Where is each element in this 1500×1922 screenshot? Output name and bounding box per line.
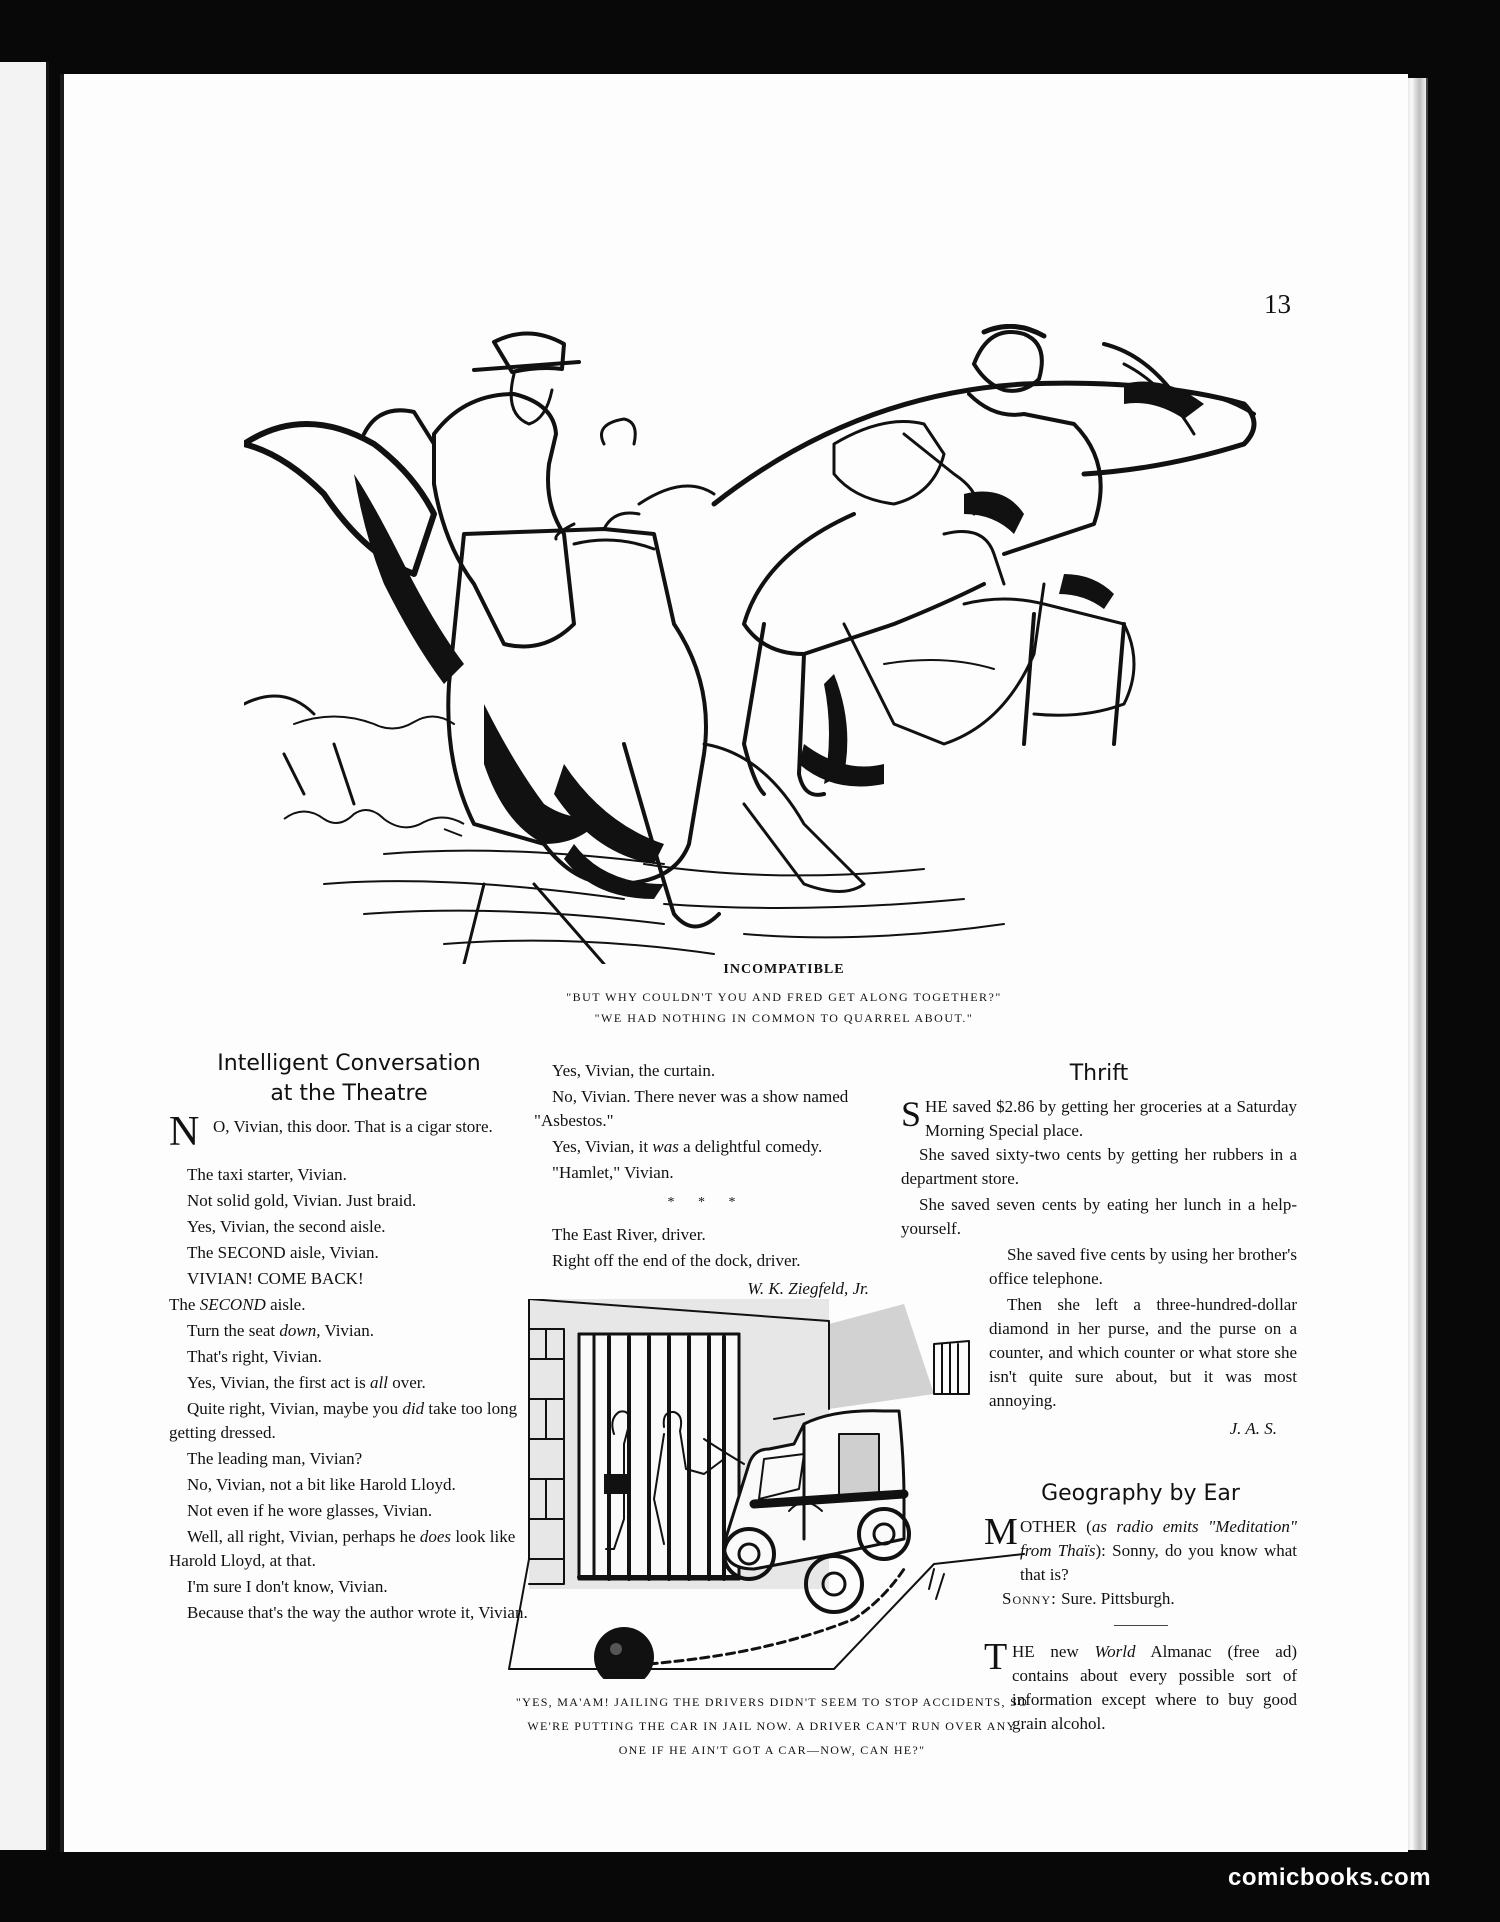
page-number: 13: [1264, 289, 1291, 319]
theatre-line-dont-know: I'm sure I don't know, Vivian.: [187, 1577, 388, 1596]
italic-span: SECOND: [199, 1295, 266, 1314]
magazine-page: [60, 74, 1408, 1852]
geography-sonny-line: [984, 1587, 1297, 1611]
top-cartoon-caption: [484, 962, 1084, 1029]
text-span: look like Harold Lloyd, at that.: [169, 1527, 516, 1570]
theatre-line-because: Because that's the way the author wrote it, Vivian.: [187, 1603, 528, 1622]
geography-article: [984, 1479, 1297, 1736]
text-span: OTHER (: [1020, 1517, 1092, 1536]
theatre-line-taxi: The taxi starter, Vivian.: [187, 1165, 347, 1184]
theatre-line-well: [169, 1525, 529, 1573]
tea-cartoon-illustration: [244, 324, 1284, 964]
theatre-line-dock: Right off the end of the dock, driver.: [552, 1251, 801, 1270]
theatre-line-first-act: [169, 1371, 529, 1395]
text-span: HE new: [1012, 1642, 1095, 1661]
italic-span: World: [1094, 1642, 1136, 1661]
text-span: aisle.: [265, 1295, 306, 1314]
drop-cap-n: N: [169, 1109, 200, 1155]
theatre-line-hamlet: "Hamlet," Vivian.: [552, 1163, 674, 1182]
thrift-signature: J. A. S.: [1229, 1419, 1277, 1438]
theatre-line-thats-right: That's right, Vivian.: [187, 1347, 322, 1366]
drop-cap-s: S: [901, 1094, 922, 1134]
caption-question: "BUT WHY COULDN'T YOU AND FRED GET ALONG TOGETHER?": [566, 990, 1002, 1004]
italic-span: as radio emits "Meditation" from Thaïs: [1020, 1517, 1297, 1560]
site-watermark: comicbooks.com: [1228, 1864, 1432, 1891]
theatre-line-braid: Not solid gold, Vivian. Just braid.: [187, 1191, 417, 1210]
text-span: Yes, Vivian, it: [552, 1137, 653, 1156]
theatre-line-east-river: The East River, driver.: [552, 1225, 706, 1244]
thrift-first-paragraph: [901, 1095, 1297, 1143]
text-span: Quite right, Vivian, maybe you: [187, 1399, 403, 1418]
theatre-line-glasses: Not even if he wore glasses, Vivian.: [187, 1501, 433, 1520]
thrift-p3: She saved seven cents by eating her lunch in a help-yourself.: [901, 1195, 1297, 1238]
theatre-heading-line-1: Intelligent Conversation: [217, 1051, 481, 1076]
theatre-article: [169, 1049, 529, 1627]
section-stars: * * *: [667, 1195, 746, 1210]
thrift-article: [901, 1059, 1297, 1441]
italic-span: all: [369, 1373, 388, 1392]
text-span: The: [169, 1295, 200, 1314]
text-span: Vivian.: [320, 1321, 374, 1340]
thrift-heading: Thrift: [1069, 1061, 1129, 1086]
thrift-p4: She saved five cents by using her brother's office telephone.: [989, 1245, 1297, 1288]
text-span: Almanac (free ad) contains about every possible sort of information except where to buy good grain alcohol.: [1012, 1642, 1298, 1733]
caption-answer: "WE HAD NOTHING IN COMMON TO QUARREL ABOUT.": [594, 1011, 974, 1025]
thrift-first-text: HE saved $2.86 by getting her groceries at a Saturday Morning Special place.: [925, 1097, 1297, 1140]
theatre-line-leading-man: The leading man, Vivian?: [187, 1449, 363, 1468]
text-span: over.: [387, 1373, 426, 1392]
theatre-line-harold-lloyd: No, Vivian, not a bit like Harold Lloyd.: [187, 1475, 456, 1494]
theatre-line-second-aisle: Yes, Vivian, the second aisle.: [187, 1217, 386, 1236]
thrift-p5: Then she left a three-hundred-dollar diamond in her purse, and the purse on a counter, and which counter or what store she isn't quite sure about, but it was most annoying.: [989, 1295, 1297, 1410]
text-span: Turn the seat: [187, 1321, 280, 1340]
theatre-heading-line-2: at the Theatre: [270, 1081, 428, 1106]
theatre-line-second-caps: The SECOND aisle, Vivian.: [187, 1243, 379, 1262]
drop-cap-m: M: [984, 1511, 1018, 1553]
previous-page-edge: [0, 62, 49, 1850]
italic-span: down,: [279, 1321, 321, 1340]
theatre-line-curtain: Yes, Vivian, the curtain.: [552, 1061, 716, 1080]
text-span: a delightful comedy.: [678, 1137, 823, 1156]
text-span: take too long getting dressed.: [169, 1399, 518, 1442]
geography-heading: Geography by Ear: [1041, 1481, 1240, 1506]
first-paragraph-text: O, Vivian, this door. That is a cigar store.: [213, 1117, 493, 1136]
text-span: Well, all right, Vivian, perhaps he: [187, 1527, 420, 1546]
theatre-line-quite-right: [169, 1397, 529, 1445]
theatre-first-paragraph: [169, 1109, 529, 1163]
italic-span: was: [652, 1137, 679, 1156]
geography-first-paragraph: [984, 1511, 1297, 1587]
italic-span: did: [402, 1399, 425, 1418]
theatre-line-turn-seat: [169, 1319, 529, 1343]
theatre-article-continued: [534, 1059, 879, 1301]
theatre-line-comedy: [534, 1135, 879, 1159]
theatre-signature: W. K. Ziegfeld, Jr.: [747, 1279, 869, 1298]
drop-cap-t: T: [984, 1636, 1008, 1678]
thrift-p2: She saved sixty-two cents by getting her rubbers in a department store.: [901, 1145, 1297, 1188]
theatre-heading: [169, 1049, 529, 1109]
text-span: Yes, Vivian, the first act is: [187, 1373, 370, 1392]
speaker-label: Sonny:: [1002, 1589, 1057, 1608]
text-span: ): Sonny, do you know what that is?: [1020, 1541, 1297, 1584]
section-divider: [1114, 1625, 1168, 1626]
text-span: Sure. Pittsburgh.: [1056, 1589, 1175, 1608]
car-cartoon-caption: "YES, MA'AM! JAILING THE DRIVERS DIDN'T SEEM TO STOP ACCIDENTS, SO WE'RE PUTTING THE CAR IN JAIL NOW. A DRIVER CAN'T RUN OVER ANY ONE IF HE AIN'T GOT A CAR—NOW, CAN HE?": [515, 1695, 1029, 1757]
almanac-paragraph: [984, 1636, 1298, 1736]
theatre-line-second-italic: [169, 1293, 529, 1317]
italic-span: does: [419, 1527, 452, 1546]
theatre-line-asbestos: No, Vivian. There never was a show named "Asbestos.": [534, 1087, 849, 1130]
theatre-line-come-back: VIVIAN! COME BACK!: [187, 1269, 364, 1288]
cartoon-title: INCOMPATIBLE: [723, 962, 845, 977]
